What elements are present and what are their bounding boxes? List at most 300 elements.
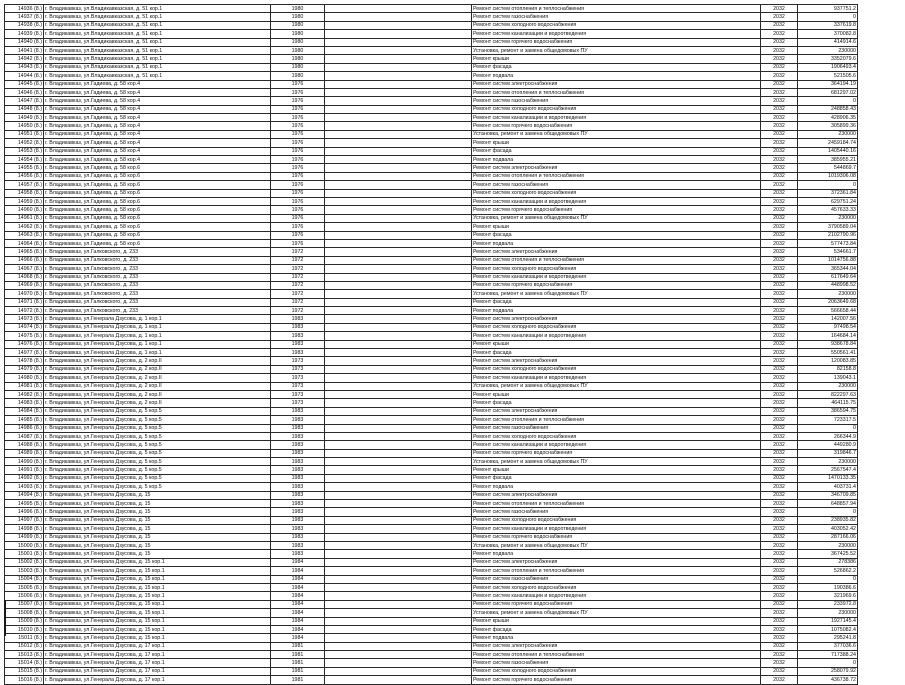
cell-cost: 1405440.16 [798,147,858,155]
cell-plan-year: 2032 [761,340,798,348]
cell-address: г. Владикавказ, ул.Генерала Дзусова, д. 15 кор.1 [44,600,271,608]
cell-address: г. Владикавказ, ул.Генерала Дзусова, д. 15 [44,516,271,524]
table-row [5,281,858,289]
cell-empty [325,38,472,46]
table-row [5,625,858,633]
cell-empty [325,290,472,298]
cell-work-type: Ремонт систем газоснабжения [472,659,761,667]
cell-plan-year: 2032 [761,290,798,298]
cell-build-year: 1972 [271,281,325,289]
cell-plan-year: 2032 [761,231,798,239]
cell-cost: 0 [798,181,858,189]
table-row [5,424,858,432]
cell-row-id: 14994 (8.) [5,491,44,499]
cell-cost: 230000 [798,458,858,466]
table-row [5,525,858,533]
cell-cost: 428906.35 [798,114,858,122]
cell-address: г. Владикавказ, ул.Генерала Дзусова, д. 1 кор.1 [44,349,271,357]
cell-row-id: 14993 (8.) [5,483,44,491]
cell-empty [325,533,472,541]
cell-row-id: 14988 (8.) [5,441,44,449]
cell-empty [325,592,472,600]
cell-cost: 403052.42 [798,525,858,533]
cell-cost: 3352079.6 [798,55,858,63]
cell-plan-year: 2032 [761,659,798,667]
cell-address: г. Владикавказ, ул.Генерала Дзусова, д. 5 кор.5 [44,416,271,424]
cell-build-year: 1976 [271,206,325,214]
cell-work-type: Ремонт крыши [472,340,761,348]
cell-work-type: Установка, ремонт и замена общедомовых ПУ [472,46,761,54]
cell-address: г. Владикавказ, ул.Гадиева, д. 58 кор.6 [44,239,271,247]
cell-cost: 566658.44 [798,307,858,315]
cell-work-type: Ремонт подвала [472,307,761,315]
cell-work-type: Ремонт систем холодного водоснабжения [472,516,761,524]
cell-cost: 1470133.35 [798,474,858,482]
cell-cost: 295241.8 [798,634,858,642]
cell-work-type: Ремонт систем отопления и теплоснабжения [472,567,761,575]
cell-cost: 319846.7 [798,449,858,457]
cell-address: г. Владикавказ, ул.Галковского, д. 233 [44,248,271,256]
cell-empty [325,46,472,54]
cell-address: г. Владикавказ, ул.Владикавказская, д. 51 кор.1 [44,63,271,71]
cell-cost: 550561.41 [798,349,858,357]
cell-build-year: 1984 [271,600,325,608]
cell-work-type: Ремонт фасада [472,298,761,306]
cell-row-id: 15004 (8.) [5,575,44,583]
table-row [5,567,858,575]
cell-build-year: 1980 [271,63,325,71]
cell-work-type: Ремонт систем канализации и водоотведения [472,273,761,281]
cell-cost: 305899.36 [798,122,858,130]
cell-address: г. Владикавказ, ул.Генерала Дзусова, д. 2 кор.II [44,382,271,390]
cell-build-year: 1980 [271,5,325,13]
table-row [5,365,858,373]
cell-row-id: 14949 (8.) [5,114,44,122]
cell-plan-year: 2032 [761,609,798,617]
table-row [5,349,858,357]
cell-cost: 230000 [798,46,858,54]
cell-work-type: Ремонт подвала [472,634,761,642]
cell-address: г. Владикавказ, ул.Генерала Дзусова, д. 2 кор.II [44,390,271,398]
table-row [5,13,858,21]
table-row [5,197,858,205]
cell-row-id: 14942 (8.) [5,55,44,63]
cell-cost: 403731.4 [798,483,858,491]
cell-row-id: 14959 (8.) [5,197,44,205]
cell-row-id: 15001 (8.) [5,550,44,558]
cell-cost: 681297.02 [798,88,858,96]
cell-address: г. Владикавказ, ул.Галковского, д. 233 [44,265,271,273]
cell-row-id: 15006 (8.) [5,592,44,600]
cell-build-year: 1976 [271,114,325,122]
cell-build-year: 1983 [271,500,325,508]
cell-empty [325,265,472,273]
cell-cost: 1075082.4 [798,625,858,633]
cell-empty [325,80,472,88]
cell-work-type: Установка, ремонт и замена общедомовых ПУ [472,214,761,222]
cell-address: г. Владикавказ, ул.Галковского, д. 233 [44,290,271,298]
cell-build-year: 1980 [271,30,325,38]
cell-plan-year: 2032 [761,38,798,46]
cell-cost: 457633.33 [798,206,858,214]
cell-empty [325,332,472,340]
cell-row-id: 14941 (8.) [5,46,44,54]
cell-plan-year: 2032 [761,323,798,331]
cell-work-type: Ремонт систем отопления и теплоснабжения [472,88,761,96]
cell-row-id: 14962 (8.) [5,223,44,231]
cell-row-id: 14967 (8.) [5,265,44,273]
cell-row-id: 14996 (8.) [5,508,44,516]
cell-empty [325,206,472,214]
cell-cost: 0 [798,424,858,432]
cell-build-year: 1983 [271,416,325,424]
cell-build-year: 1983 [271,466,325,474]
cell-plan-year: 2032 [761,273,798,281]
cell-address: г. Владикавказ, ул.Генерала Дзусова, д. 1 кор.1 [44,332,271,340]
table-row [5,63,858,71]
cell-work-type: Ремонт систем отопления и теплоснабжения [472,5,761,13]
cell-empty [325,172,472,180]
cell-row-id: 15011 (8.) [5,634,44,642]
cell-empty [325,273,472,281]
cell-cost: 230000 [798,290,858,298]
cell-build-year: 1983 [271,340,325,348]
cell-work-type: Ремонт систем горячего водоснабжения [472,38,761,46]
cell-build-year: 1983 [271,315,325,323]
cell-work-type: Ремонт систем холодного водоснабжения [472,432,761,440]
cell-address: г. Владикавказ, ул.Генерала Дзусова, д. 2 кор.II [44,399,271,407]
cell-build-year: 1984 [271,575,325,583]
cell-build-year: 1983 [271,525,325,533]
table-row [5,72,858,80]
cell-work-type: Ремонт крыши [472,390,761,398]
cell-address: г. Владикавказ, ул.Генерала Дзусова, д. 1 кор.1 [44,340,271,348]
cell-build-year: 1972 [271,248,325,256]
cell-address: г. Владикавказ, ул.Генерала Дзусова, д. 5 кор.5 [44,458,271,466]
cell-empty [325,458,472,466]
cell-build-year: 1976 [271,172,325,180]
cell-cost: 377036.6 [798,642,858,650]
table-row [5,114,858,122]
cell-empty [325,617,472,625]
cell-cost: 142007.56 [798,315,858,323]
table-row [5,122,858,130]
cell-cost: 230000 [798,542,858,550]
cell-row-id: 15007 (8.) [5,600,44,608]
repair-schedule-table [4,4,858,685]
cell-empty [325,600,472,608]
cell-build-year: 1984 [271,625,325,633]
cell-work-type: Ремонт систем канализации и водоотведения [472,592,761,600]
cell-build-year: 1972 [271,298,325,306]
cell-work-type: Ремонт систем газоснабжения [472,97,761,105]
cell-address: г. Владикавказ, ул.Генерала Дзусова, д. 17 кор.1 [44,667,271,675]
cell-row-id: 14974 (8.) [5,323,44,331]
cell-plan-year: 2032 [761,181,798,189]
table-row [5,449,858,457]
cell-row-id: 14971 (8.) [5,298,44,306]
cell-address: г. Владикавказ, ул.Генерала Дзусова, д. 5 кор.5 [44,483,271,491]
table-row [5,189,858,197]
cell-address: г. Владикавказ, ул.Генерала Дзусова, д. 5 кор.5 [44,432,271,440]
cell-work-type: Ремонт систем канализации и водоотведения [472,114,761,122]
table-row [5,642,858,650]
cell-empty [325,500,472,508]
cell-build-year: 1976 [271,139,325,147]
cell-build-year: 1984 [271,617,325,625]
cell-plan-year: 2032 [761,223,798,231]
cell-cost: 937751.2 [798,5,858,13]
cell-row-id: 14978 (8.) [5,357,44,365]
cell-cost: 464115.75 [798,399,858,407]
cell-build-year: 1981 [271,676,325,684]
cell-build-year: 1981 [271,667,325,675]
table-row [5,617,858,625]
cell-work-type: Ремонт подвала [472,156,761,164]
cell-work-type: Ремонт систем холодного водоснабжения [472,189,761,197]
cell-plan-year: 2032 [761,88,798,96]
cell-build-year: 1983 [271,508,325,516]
cell-build-year: 1983 [271,432,325,440]
cell-work-type: Ремонт систем канализации и водоотведения [472,525,761,533]
cell-address: г. Владикавказ, ул.Генерала Дзусова, д. 5 кор.5 [44,474,271,482]
cell-row-id: 14940 (8.) [5,38,44,46]
cell-row-id: 14990 (8.) [5,458,44,466]
cell-build-year: 1983 [271,349,325,357]
cell-address: г. Владикавказ, ул.Генерала Дзусова, д. 2 кор.II [44,374,271,382]
cell-work-type: Ремонт крыши [472,466,761,474]
cell-work-type: Ремонт систем холодного водоснабжения [472,265,761,273]
cell-work-type: Ремонт систем горячего водоснабжения [472,533,761,541]
table-row [5,181,858,189]
cell-work-type: Установка, ремонт и замена общедомовых ПУ [472,542,761,550]
cell-cost: 365344.04 [798,265,858,273]
cell-cost: 233972.8 [798,600,858,608]
cell-plan-year: 2032 [761,214,798,222]
table-row [5,248,858,256]
cell-plan-year: 2032 [761,281,798,289]
table-row [5,147,858,155]
cell-build-year: 1976 [271,130,325,138]
cell-plan-year: 2032 [761,583,798,591]
table-row [5,542,858,550]
cell-plan-year: 2032 [761,449,798,457]
cell-empty [325,609,472,617]
cell-plan-year: 2032 [761,105,798,113]
table-row [5,340,858,348]
cell-row-id: 14943 (8.) [5,63,44,71]
cell-row-id: 14966 (8.) [5,256,44,264]
table-row [5,558,858,566]
cell-plan-year: 2032 [761,357,798,365]
cell-plan-year: 2032 [761,625,798,633]
cell-empty [325,340,472,348]
cell-build-year: 1973 [271,382,325,390]
cell-work-type: Ремонт крыши [472,617,761,625]
cell-empty [325,508,472,516]
cell-empty [325,382,472,390]
cell-cost: 346709.85 [798,491,858,499]
cell-build-year: 1976 [271,197,325,205]
cell-address: г. Владикавказ, ул.Владикавказская, д. 51 кор.1 [44,72,271,80]
cell-work-type: Ремонт систем горячего водоснабжения [472,206,761,214]
cell-work-type: Ремонт систем канализации и водоотведения [472,30,761,38]
cell-empty [325,139,472,147]
cell-empty [325,558,472,566]
cell-work-type: Ремонт фасада [472,399,761,407]
cell-work-type: Ремонт систем холодного водоснабжения [472,105,761,113]
table-row [5,307,858,315]
cell-address: г. Владикавказ, ул.Владикавказская, д. 51 кор.1 [44,13,271,21]
cell-plan-year: 2032 [761,156,798,164]
cell-build-year: 1972 [271,307,325,315]
table-row [5,332,858,340]
cell-build-year: 1976 [271,164,325,172]
cell-plan-year: 2032 [761,432,798,440]
cell-plan-year: 2032 [761,676,798,684]
cell-address: г. Владикавказ, ул.Галковского, д. 233 [44,307,271,315]
cell-row-id: 14998 (8.) [5,525,44,533]
cell-row-id: 14945 (8.) [5,80,44,88]
cell-work-type: Ремонт систем отопления и теплоснабжения [472,256,761,264]
cell-empty [325,424,472,432]
cell-build-year: 1981 [271,642,325,650]
cell-address: г. Владикавказ, ул.Гадиева, д. 58 кор.4 [44,122,271,130]
cell-cost: 367425.52 [798,550,858,558]
cell-address: г. Владикавказ, ул.Владикавказская, д. 51 кор.1 [44,21,271,29]
table-row [5,290,858,298]
table-row [5,659,858,667]
cell-empty [325,349,472,357]
cell-address: г. Владикавказ, ул.Генерала Дзусова, д. 5 кор.5 [44,441,271,449]
cell-row-id: 15014 (8.) [5,659,44,667]
cell-empty [325,449,472,457]
cell-cost: 238935.82 [798,516,858,524]
table-row [5,474,858,482]
cell-row-id: 14997 (8.) [5,516,44,524]
cell-row-id: 14950 (8.) [5,122,44,130]
cell-work-type: Ремонт фасада [472,474,761,482]
cell-plan-year: 2032 [761,147,798,155]
table-row [5,458,858,466]
cell-work-type: Ремонт фасада [472,147,761,155]
cell-empty [325,181,472,189]
cell-plan-year: 2032 [761,13,798,21]
cell-empty [325,223,472,231]
table-row [5,676,858,684]
cell-plan-year: 2032 [761,399,798,407]
cell-row-id: 14947 (8.) [5,97,44,105]
cell-empty [325,307,472,315]
cell-build-year: 1976 [271,189,325,197]
cell-empty [325,651,472,659]
cell-empty [325,634,472,642]
cell-build-year: 1983 [271,491,325,499]
table-row [5,399,858,407]
cell-empty [325,399,472,407]
cell-cost: 230000 [798,382,858,390]
cell-empty [325,550,472,558]
cell-build-year: 1973 [271,390,325,398]
table-row [5,374,858,382]
table-row [5,5,858,13]
table-row [5,592,858,600]
table-row [5,21,858,29]
cell-build-year: 1976 [271,156,325,164]
cell-row-id: 14985 (8.) [5,416,44,424]
table-row [5,214,858,222]
cell-empty [325,583,472,591]
cell-build-year: 1976 [271,231,325,239]
table-row [5,382,858,390]
cell-address: г. Владикавказ, ул.Гадиева, д. 58 кор.6 [44,197,271,205]
cell-address: г. Владикавказ, ул.Генерала Дзусова, д. 15 кор.1 [44,625,271,633]
cell-row-id: 14960 (8.) [5,206,44,214]
cell-address: г. Владикавказ, ул.Владикавказская, д. 51 кор.1 [44,38,271,46]
table-row [5,97,858,105]
cell-plan-year: 2032 [761,575,798,583]
cell-empty [325,281,472,289]
table-row [5,139,858,147]
cell-cost: 577473.84 [798,239,858,247]
cell-work-type: Ремонт подвала [472,550,761,558]
cell-work-type: Ремонт систем газоснабжения [472,508,761,516]
cell-address: г. Владикавказ, ул.Гадиева, д. 58 кор.6 [44,181,271,189]
cell-plan-year: 2032 [761,651,798,659]
cell-empty [325,432,472,440]
cell-work-type: Ремонт систем горячего водоснабжения [472,449,761,457]
cell-row-id: 14963 (8.) [5,231,44,239]
cell-row-id: 14968 (8.) [5,273,44,281]
table-row [5,256,858,264]
cell-empty [325,390,472,398]
table-row [5,80,858,88]
cell-build-year: 1972 [271,290,325,298]
table-row [5,609,858,617]
cell-cost: 1019306.08 [798,172,858,180]
cell-work-type: Ремонт систем горячего водоснабжения [472,122,761,130]
cell-cost: 526862.2 [798,567,858,575]
table-row [5,583,858,591]
cell-plan-year: 2032 [761,97,798,105]
cell-empty [325,491,472,499]
cell-address: г. Владикавказ, ул.Гадиева, д. 58 кор.4 [44,130,271,138]
cell-empty [325,114,472,122]
cell-plan-year: 2032 [761,248,798,256]
cell-cost: 822297.63 [798,390,858,398]
cell-work-type: Ремонт систем холодного водоснабжения [472,667,761,675]
cell-row-id: 14977 (8.) [5,349,44,357]
cell-row-id: 15005 (8.) [5,583,44,591]
cell-plan-year: 2032 [761,332,798,340]
cell-plan-year: 2032 [761,5,798,13]
cell-row-id: 14995 (8.) [5,500,44,508]
cell-address: г. Владикавказ, ул.Генерала Дзусова, д. 15 кор.1 [44,592,271,600]
cell-plan-year: 2032 [761,164,798,172]
cell-work-type: Установка, ремонт и замена общедомовых ПУ [472,290,761,298]
cell-work-type: Установка, ремонт и замена общедомовых ПУ [472,382,761,390]
cell-row-id: 15013 (8.) [5,651,44,659]
table-row [5,533,858,541]
cell-build-year: 1980 [271,55,325,63]
cell-empty [325,483,472,491]
cell-row-id: 15012 (8.) [5,642,44,650]
cell-cost: 0 [798,659,858,667]
cell-plan-year: 2032 [761,474,798,482]
table-row [5,239,858,247]
cell-work-type: Ремонт подвала [472,483,761,491]
cell-row-id: 15002 (8.) [5,558,44,566]
